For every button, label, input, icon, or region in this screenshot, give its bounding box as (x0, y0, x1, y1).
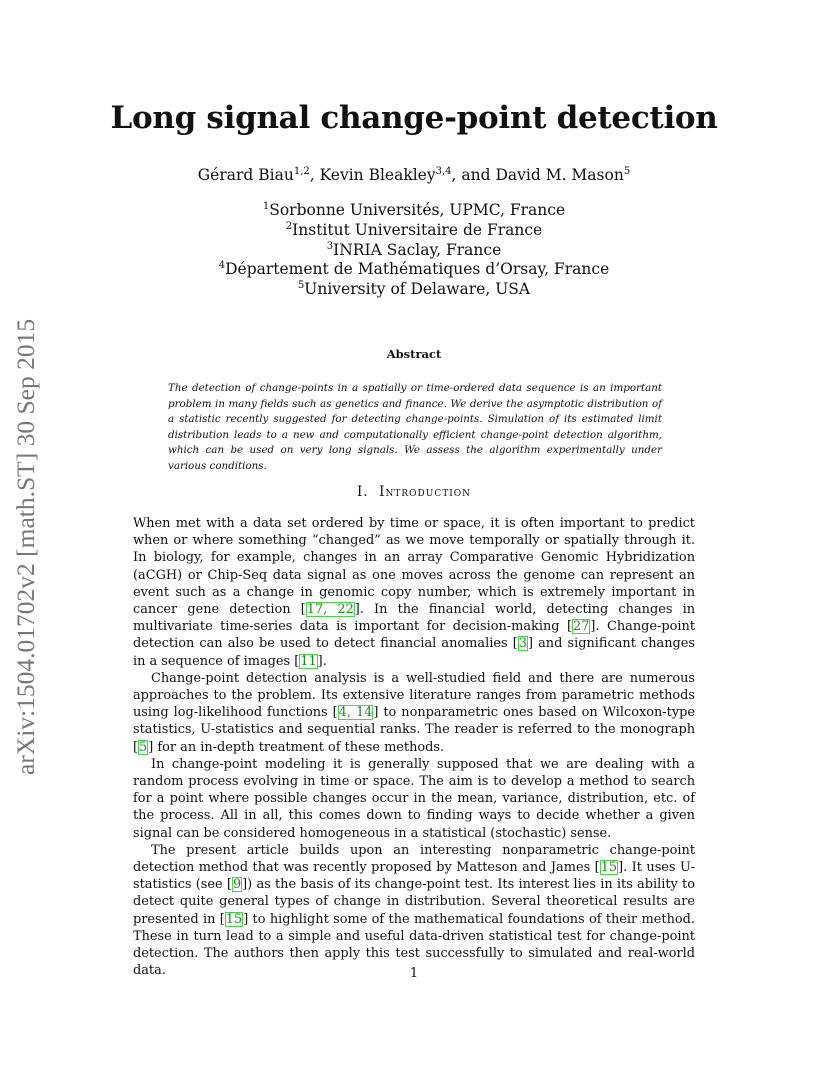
affiliation: $^4$Département de Mathématiques d’Orsay, France (218, 260, 610, 279)
text-run: In change-point modeling it is generally supposed that we are dealing with a random process evolving in time or space. The aim is to develop a method to search for a point where possible changes occur in the mean, variance, distribution, etc. of the process. All in all, this comes down to finding ways to decide whether a given signal can be considered homogeneous in a statistical (stochastic) sense. (133, 756, 695, 841)
citation-link[interactable]: 15 (225, 911, 243, 927)
paper-title: Long signal change-point detection (110, 100, 718, 136)
affiliation: $^3$INRIA Saclay, France (326, 240, 502, 259)
text-run: When met with a data set ordered by time or space, it is often important to predict when or where something “changed” as we move temporally or spatially through it. In biology, for example, changes in an array Comparative Genomic Hybridization (aCGH) or Chip-Seq data signal as one moves across the genome can represent an event such as a change in genomic copy number, which is extremely important in cancer gene detection [ (133, 516, 695, 618)
arxiv-identifier: arXiv:1504.01702v2 [math.ST] 30 Sep 2015 (11, 318, 40, 775)
paragraph (133, 670, 695, 756)
citation-link[interactable]: 17, 22 (306, 602, 354, 618)
citation-link[interactable]: 9 (232, 877, 242, 893)
paragraph (133, 515, 695, 670)
citation-link[interactable]: 27 (573, 619, 590, 635)
page-number: 1 (409, 966, 419, 981)
abstract-text: The detection of change-points in a spatially or time-ordered data sequence is an important problem in many fields such as genetics and finance. We derive the asymptotic distribution of a statistic recently suggested for detecting change-points. Simulation of its estimated limit distribution leads to a new and computationally efficient change-point detection algorithm, which can be used on very long signals. We assess the algorithm experimentally under various conditions. (168, 382, 662, 472)
section-number: I. (356, 484, 369, 500)
text-run: ]. In the financial world, detecting changes in multivariate time-series data is important for decision-making [ (133, 602, 695, 635)
text-run: The present article builds upon an interesting nonparametric change-point detection method that was recently proposed by Matteson and James [ (133, 842, 695, 876)
affiliation: $^5$University of Delaware, USA (297, 280, 531, 299)
text-run: ]) as the basis of its change-point test. Its interest lies in its ability to detect quite general types of change in distribution. Several theoretical results are presented in [ (133, 877, 696, 927)
author: Kevin Bleakley$^{3,4}$ (319, 166, 452, 184)
paragraph (133, 756, 695, 842)
section-title: Introduction (379, 484, 472, 500)
citation-link[interactable]: 15 (600, 860, 618, 876)
paragraph (133, 842, 695, 980)
introduction-body (133, 515, 695, 979)
text-run: Change-point detection analysis is a well-studied field and there are numerous approaches to the problem. Its extensive literature ranges from parametric methods using log-likelihood functions [ (133, 670, 695, 721)
affiliation: $^1$Sorbonne Universités, UPMC, France (262, 201, 566, 219)
text-run: ] to nonparametric ones based on Wilcoxon-type statistics, U-statistics and sequential ranks. The reader is referred to the monograph [ (133, 705, 695, 755)
text-run: ] and significant changes in a sequence of images [ (133, 636, 696, 669)
author-list: Gérard Biau$^{1,2}$, Kevin Bleakley$^{3,4}$, and David M. Mason$^5$ (197, 166, 631, 184)
text-run: ]. Change-point detection can also be used to detect financial anomalies [ (133, 619, 696, 652)
author: David M. Mason$^5$ (495, 166, 631, 184)
author: Gérard Biau$^{1,2}$ (197, 166, 310, 184)
text-run: ]. (317, 653, 327, 669)
text-run: ] to highlight some of the mathematical foundations of their method. These in turn lead to a simple and useful data-driven statistical test for change-point detection. The authors then apply this test successfully to simulated and real-world data. (133, 911, 695, 979)
section-heading (0, 484, 828, 500)
affiliation-list (0, 201, 828, 300)
citation-link[interactable]: 3 (518, 636, 527, 652)
citation-link[interactable]: 4, 14 (338, 705, 373, 721)
affiliation: $^2$Institut Universitaire de France (285, 220, 543, 239)
text-run: ]. It uses U-statistics (see [ (133, 860, 695, 893)
abstract-heading: Abstract (386, 347, 442, 361)
text-run: ] for an in-depth treatment of these methods. (148, 739, 445, 755)
citation-link[interactable]: 5 (139, 739, 148, 755)
citation-link[interactable]: 11 (300, 653, 317, 669)
